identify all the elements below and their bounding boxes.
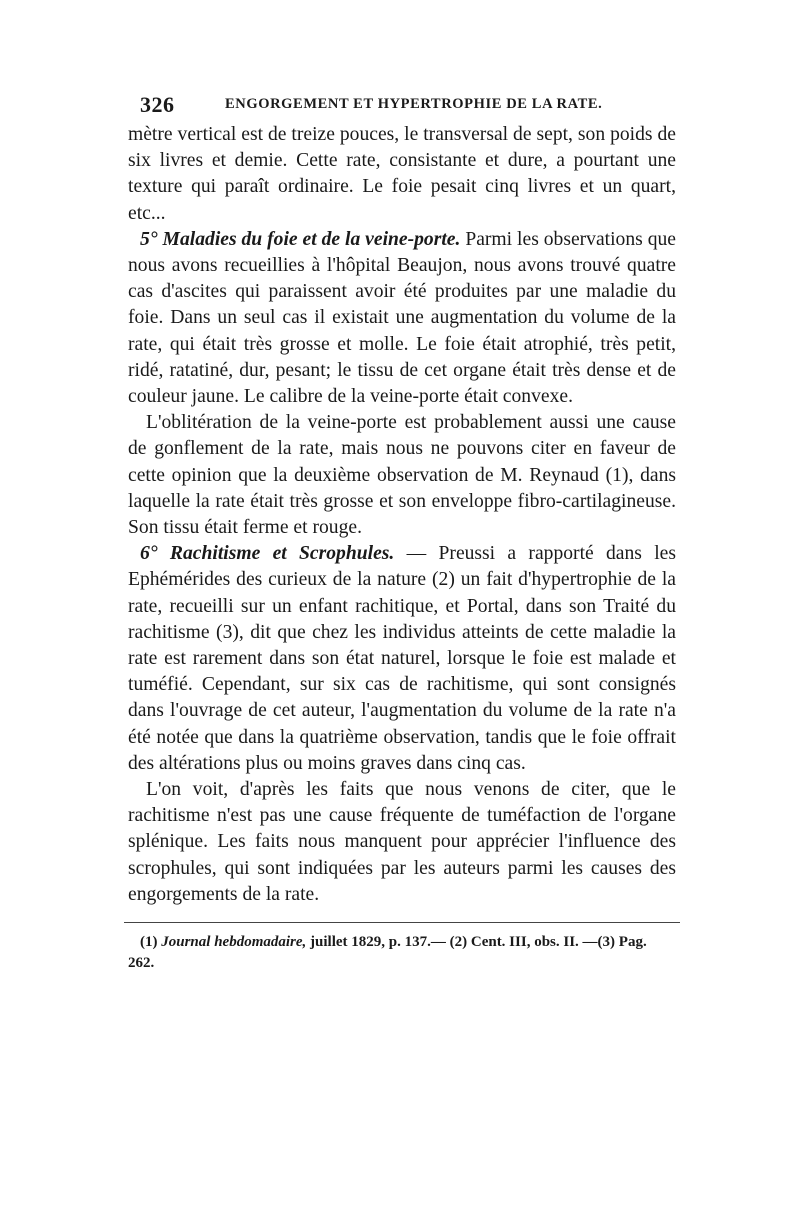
page-number: 326 bbox=[140, 92, 175, 117]
paragraph-text: mètre vertical est de treize pouces, le transversal de sept, son poids de six livres et demie. Cette rate, consistante et dure, a pourtant une texture qui paraît ordinaire. Le foie pesait cinq livres et un quart, etc... bbox=[128, 124, 676, 224]
footnote bbox=[128, 932, 676, 974]
paragraph-liver-disease bbox=[128, 227, 676, 410]
paragraph-rachitis bbox=[128, 541, 676, 777]
footnote-divider bbox=[124, 922, 680, 923]
section-heading: 5° Maladies du foie et de la veine-porte. bbox=[140, 228, 461, 250]
section-heading: 6° Rachitisme et Scrophules. bbox=[140, 543, 395, 565]
footnote-journal: Journal hebdomadaire, bbox=[161, 934, 307, 951]
paragraph-portal-vein bbox=[128, 410, 676, 541]
paragraph-conclusion bbox=[128, 777, 676, 908]
footnote-marker: (1) bbox=[140, 934, 158, 951]
body-text bbox=[128, 122, 676, 908]
book-page bbox=[128, 92, 676, 974]
paragraph-text: L'oblitération de la veine-porte est probablement aussi une cause de gonflement de la rate, mais nous ne pouvons citer en faveur de cette opinion que la deuxième observation de M. Reynaud (1), dans laquelle la rate était très grosse et son enveloppe fibro-cartilagineuse. Son tissu était ferme et rouge. bbox=[128, 412, 676, 539]
footnote-text: juillet 1829, p. 137.— (2) Cent. III, obs. II. —(3) Pag. 262. bbox=[128, 934, 647, 972]
paragraph-text: L'on voit, d'après les faits que nous venons de citer, que le rachitisme n'est pas une cause fréquente de tuméfaction de l'organe splénique. Les faits nous manquent pour apprécier l'influence des scrophules, qui sont indiquées par les auteurs parmi les causes des engorgements de la rate. bbox=[128, 779, 676, 905]
paragraph-continuation bbox=[128, 122, 676, 227]
page-header bbox=[128, 92, 676, 122]
running-head: ENGORGEMENT ET HYPERTROPHIE DE LA RATE. bbox=[225, 96, 603, 112]
paragraph-text: — Preussi a rapporté dans les Ephémérides des curieux de la nature (2) un fait d'hypertrophie de la rate, recueilli sur un enfant rachitique, et Portal, dans son Traité du rachitisme (3), dit que chez les individus atteints de cette maladie la rate est rarement dans son état naturel, lorsque le foie est malade et tuméfié. Cependant, sur six cas de rachitisme, qui sont consignés dans l'ouvrage de cet auteur, l'augmentation du volume de la rate n'a été notée que dans la quatrième observation, tandis que le foie offrait des altérations plus ou moins graves dans cinq cas. bbox=[128, 543, 676, 774]
paragraph-text: Parmi les observations que nous avons recueillies à l'hôpital Beaujon, nous avons trouvé quatre cas d'ascites qui paraissent avoir été produites par une maladie du foie. Dans un seul cas il existait une augmentation du volume de la rate, qui était très grosse et molle. Le foie était atrophié, très petit, ridé, ratatiné, dur, pesant; le tissu de cet organe était très dense et de couleur jaune. Le calibre de la veine-porte était convexe. bbox=[128, 228, 676, 408]
